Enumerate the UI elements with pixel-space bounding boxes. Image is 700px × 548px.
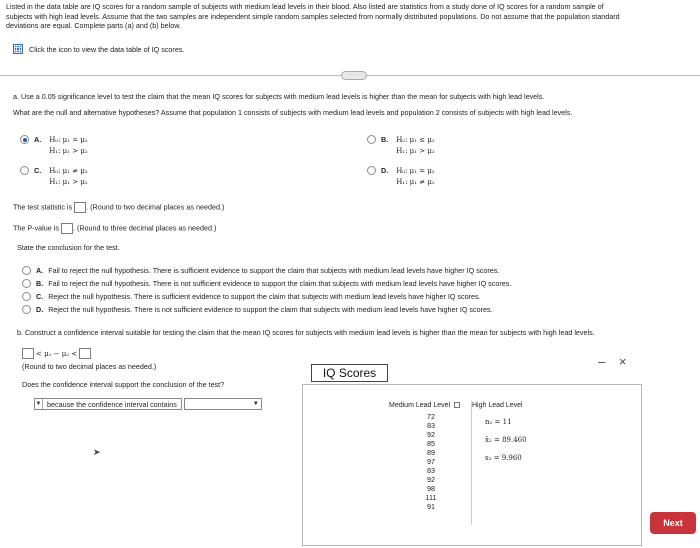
minimize-icon[interactable]: –	[598, 354, 606, 369]
pvalue-row	[13, 223, 216, 234]
ci-support-select-value: because the confidence interval contains	[47, 399, 177, 409]
option-c-h0: H₀: μ₁ ≠ μ₂	[49, 167, 88, 175]
list-item: 97	[427, 457, 435, 466]
hypothesis-option-c[interactable]	[20, 166, 88, 188]
conclusion-radio-d[interactable]	[22, 305, 31, 314]
conclusion-d-text: Reject the null hypothesis. There is not sufficient evidence to support the claim that subjects with medium lead levels have higher IQ scores.	[48, 305, 493, 314]
high-sd-stat: s₂ = 9.960	[485, 454, 522, 462]
dropdown-arrow-icon[interactable]: ▼	[35, 401, 42, 407]
ci-lower-input[interactable]	[22, 348, 34, 359]
pvalue-input[interactable]	[61, 223, 73, 234]
list-item: 89	[427, 448, 435, 457]
intro-line-2: subjects with high lead levels. Assume that the two samples are independent simple random samples selected from normally distributed populations. Do not assume that the population standard	[6, 11, 620, 21]
ci-upper-input[interactable]	[79, 348, 91, 359]
test-statistic-input[interactable]	[74, 202, 86, 213]
conclusion-option-d[interactable]	[22, 303, 511, 316]
ci-contains-select[interactable]	[184, 398, 262, 410]
conclusion-c-letter: C.	[36, 292, 44, 301]
option-a-h1: H₁: μ₁ > μ₂	[49, 147, 88, 155]
test-statistic-row	[13, 202, 224, 213]
conclusion-option-c[interactable]	[22, 290, 511, 303]
radio-c[interactable]	[20, 166, 29, 175]
option-d-h0: H₀: μ₁ = μ₂	[396, 167, 435, 175]
list-item: 91	[427, 502, 435, 511]
conclusion-c-text: Reject the null hypothesis. There is sufficient evidence to support the claim that subjects with medium lead levels have higher IQ scores.	[48, 292, 481, 301]
copy-icon[interactable]	[454, 402, 460, 408]
list-item: 83	[427, 421, 435, 430]
pvalue-label: The P-value is	[13, 223, 59, 233]
hypothesis-option-d[interactable]	[367, 166, 435, 188]
conclusion-d-letter: D.	[36, 305, 44, 314]
list-item: 111	[425, 493, 437, 502]
high-mean-stat: x̄₂ = 89.460	[485, 436, 527, 444]
list-item: 92	[427, 430, 435, 439]
table-icon[interactable]	[13, 44, 23, 54]
data-table-link-text[interactable]: Click the icon to view the data table of IQ scores.	[29, 44, 185, 54]
col-header-high: High Lead Level	[472, 402, 523, 409]
close-icon[interactable]: ×	[618, 354, 627, 369]
part-b-prompt: b. Construct a confidence interval suitable for testing the claim that the mean IQ scores for subjects with medium lead levels is higher than the mean for subjects with high lead levels.	[17, 328, 595, 337]
option-b-h1: H₁: μ₁ > μ₂	[396, 147, 435, 155]
hypothesis-option-a[interactable]	[20, 135, 88, 157]
conclusion-option-a[interactable]	[22, 264, 511, 277]
next-button[interactable]: Next	[650, 512, 696, 534]
list-item: 83	[427, 466, 435, 475]
test-statistic-label: The test statistic is	[13, 202, 73, 212]
option-d-h1: H₁: μ₁ ≠ μ₂	[396, 178, 435, 186]
test-statistic-note: . (Round to two decimal places as needed.)	[86, 202, 225, 212]
option-c-h1: H₁: μ₁ > μ₂	[49, 178, 88, 186]
chevron-down-icon: ▼	[252, 401, 259, 407]
expand-pill[interactable]: ·····	[341, 71, 367, 80]
mouse-cursor-icon: ➤	[93, 447, 101, 457]
option-a-h0: H₀: μ₁ = μ₂	[49, 136, 88, 144]
radio-d[interactable]	[367, 166, 376, 175]
option-b-letter: B.	[381, 135, 389, 144]
radio-a[interactable]	[20, 135, 29, 144]
problem-intro	[6, 2, 698, 31]
list-item: 72	[427, 412, 435, 421]
ci-middle: < μ₁ − μ₂ <	[36, 349, 78, 358]
ci-support-select[interactable]	[34, 398, 182, 410]
medium-lead-values	[421, 412, 441, 511]
intro-line-1: Listed in the data table are IQ scores for a random sample of subjects with medium lead levels in their blood. Also listed are statistics from a study done of IQ scores for a random sample of	[6, 2, 604, 11]
conclusion-a-text: Fail to reject the null hypothesis. There is sufficient evidence to support the claim that subjects with medium lead levels have higher IQ scores.	[48, 266, 500, 275]
conclusion-radio-c[interactable]	[22, 292, 31, 301]
high-n-stat: n₂ = 11	[485, 418, 512, 426]
popup-window-controls	[598, 354, 626, 369]
conclusion-option-b[interactable]	[22, 277, 511, 290]
col-header-medium-label: Medium Lead Level	[389, 402, 451, 409]
conclusion-radio-b[interactable]	[22, 279, 31, 288]
conclusion-a-letter: A.	[36, 266, 44, 275]
part-a-prompt: a. Use a 0.05 significance level to test the claim that the mean IQ scores for subjects with medium lead levels is higher than the mean for subjects with high lead levels.	[13, 92, 545, 101]
ci-support-row	[34, 398, 262, 410]
pvalue-note: . (Round to three decimal places as needed.)	[72, 223, 217, 233]
list-item: 98	[427, 484, 435, 493]
radio-b[interactable]	[367, 135, 376, 144]
option-d-letter: D.	[381, 166, 389, 175]
col-header-medium	[389, 402, 460, 409]
conclusion-b-text: Fail to reject the null hypothesis. There is not sufficient evidence to support the claim that subjects with medium lead levels have higher IQ scores.	[48, 279, 512, 288]
option-b-h0: H₀: μ₁ ≤ μ₂	[396, 136, 435, 144]
confidence-interval-row	[22, 348, 91, 359]
list-item: 92	[427, 475, 435, 484]
iq-scores-popup-title: IQ Scores	[311, 364, 388, 382]
hypothesis-option-b[interactable]	[367, 135, 435, 157]
list-item: 85	[427, 439, 435, 448]
ci-round-note: (Round to two decimal places as needed.)	[22, 362, 157, 371]
column-separator	[471, 401, 472, 525]
ci-support-question: Does the confidence interval support the conclusion of the test?	[22, 380, 225, 389]
data-table-link[interactable]	[13, 44, 184, 54]
conclusion-prompt: State the conclusion for the test.	[17, 243, 120, 252]
intro-line-3: deviations are equal. Complete parts (a) and (b) below.	[6, 21, 181, 30]
conclusion-options	[22, 264, 511, 316]
option-a-letter: A.	[34, 135, 42, 144]
hypotheses-question: What are the null and alternative hypotheses? Assume that population 1 consists of subjects with medium lead levels and population 2 consists of subjects with high lead levels.	[13, 108, 573, 117]
option-c-letter: C.	[34, 166, 42, 175]
conclusion-radio-a[interactable]	[22, 266, 31, 275]
conclusion-b-letter: B.	[36, 279, 44, 288]
